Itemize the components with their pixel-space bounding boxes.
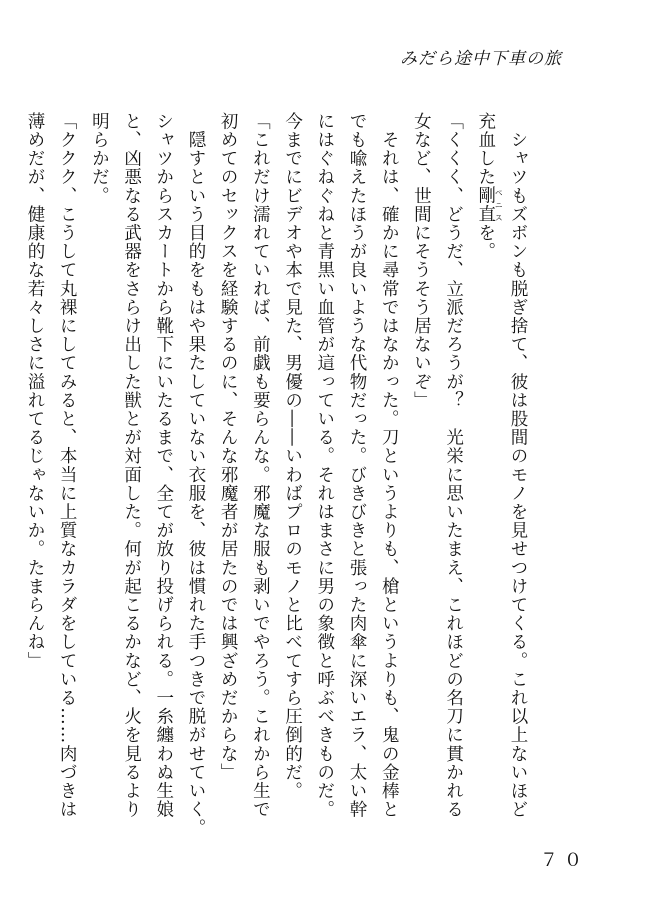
paragraph-1-middle: も脱ぎ捨て、彼は股間のモノを見せつけてくる。これ以上ないほど 充血した: [475, 112, 528, 819]
ruby-base-gouchoku: 剛直: [475, 186, 496, 224]
penis-ruby: [475, 186, 504, 224]
ruby-reading-penisu: ペニス: [494, 186, 504, 224]
paragraph-6: 「ククク、こうして丸裸にしてみると、本当に上質なカラダをしている……肉づきは 薄めだが、健康的な若々しさに溢れてるじゃないか。たまらんね」: [24, 112, 78, 819]
paragraph-4: 「これだけ濡れていれば、前戯も要らんな。邪魔な服も剥いでやろう。これから生で 初めてのセックスを経験するのに、そんな邪魔者が居たのでは興ざめだからな」: [218, 112, 271, 819]
vertical-body-text: [24, 112, 534, 838]
paragraph-1-zubon: ズボン: [508, 205, 528, 261]
paragraph-1-start: シャツも: [508, 112, 528, 205]
page-number: ７０: [540, 850, 588, 871]
paragraph-5: 隠すという目的をもはや果たしていない衣服を、彼は慣れた手つきで脱がせていく。 シャツからスカートから靴下にいたるまで、全てが放り投げられる。一糸纏わぬ生娘 と、凶悪なる武器をさらけ出した獣とが対面した。何が起こるかなど、火を見るより 明らかだ。: [89, 112, 206, 838]
paragraph-1: [470, 112, 534, 819]
paragraph-1-end: を。: [475, 223, 496, 261]
paragraph-2: 「くくく、どうだ、立派だろうが？ 光栄に思いたまえ、これほどの名刀に貫かれる 女など、世間にそうそう居ないぞ」: [411, 112, 464, 819]
running-header-title: みだら途中下車の旅: [400, 49, 562, 69]
paragraph-3: それは、確かに尋常ではなかった。刀というよりも、槍というよりも、鬼の金棒と でも喩えたほうが良いような代物だった。びきびきと張った肉傘に深いエラ、太い幹 にはぐねぐねと青黒い血管が這っている。それはまさに男の象徴と呼ぶべきものだ。 今までにビデオや本で見た、男優の――いわばプロのモノと比べてすら圧倒的だ。: [282, 112, 400, 819]
